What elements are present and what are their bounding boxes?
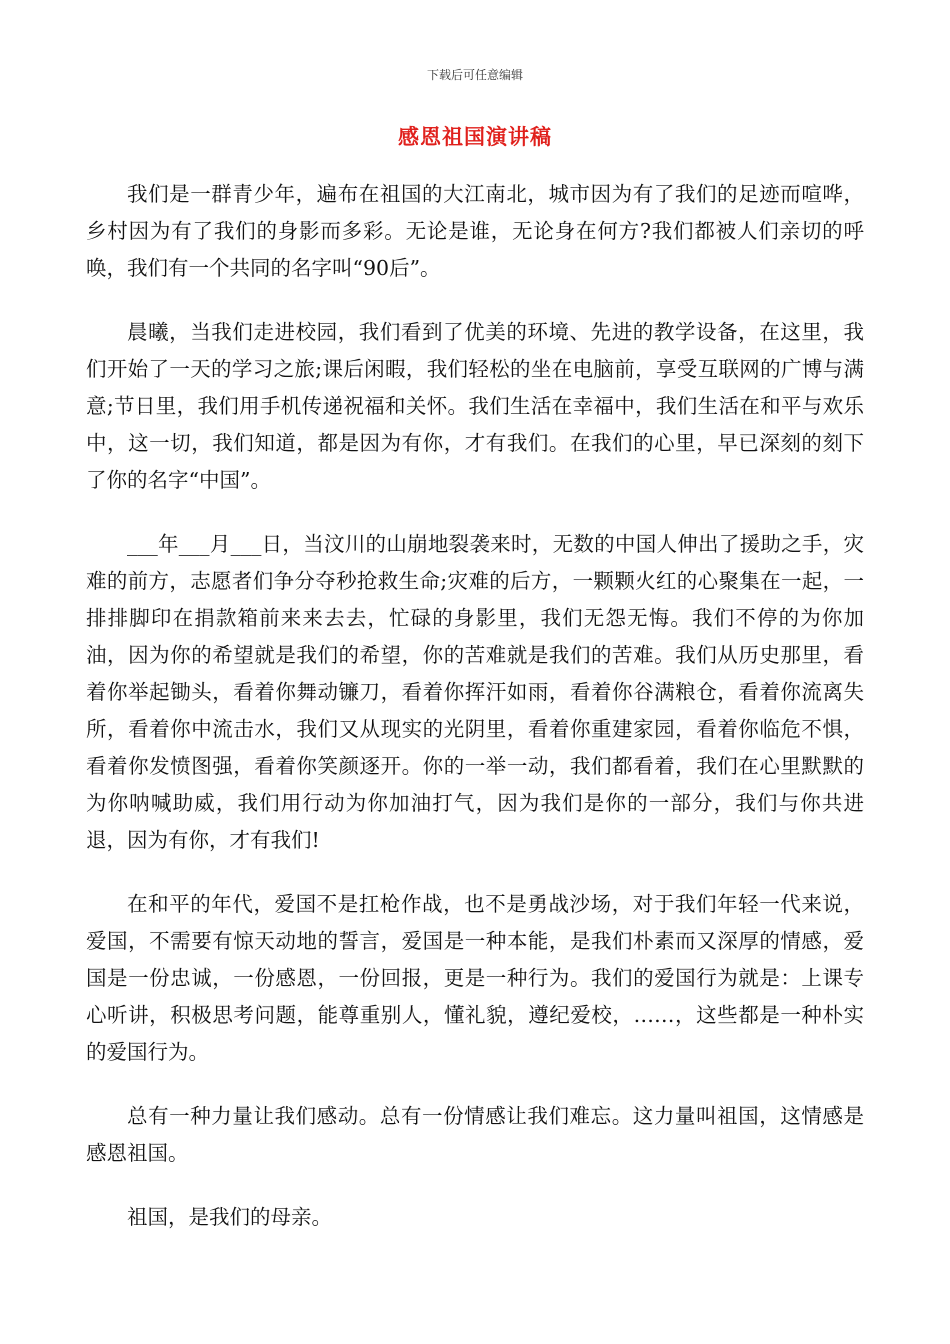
paragraph-1: 我们是一群青少年，遍布在祖国的大江南北，城市因为有了我们的足迹而喧哗，乡村因为有了我们的身影而多彩。无论是谁，无论身在何方?我们都被人们亲切的呼唤，我们有一个共同的名字叫“90后”。 xyxy=(86,182,864,280)
document-title: 感恩祖国演讲稿 xyxy=(398,124,552,149)
document-body xyxy=(86,176,864,1263)
paragraph-3: ___年___月___日，当汶川的山崩地裂袭来时，无数的中国人伸出了援助之手，灾难的前方，志愿者们争分夺秒抢救生命;灾难的后方，一颗颗火红的心聚集在一起，一排排脚印在捐款箱前来来去去，忙碌的身影里，我们无怨无悔。我们不停的为你加油，因为你的希望就是我们的希望，你的苦难就是我们的苦难。我们从历史那里，看着你举起锄头，看着你舞动镰刀，看着你挥汗如雨，看着你谷满粮仓，看着你流离失所，看着你中流击水，我们又从现实的光阴里，看着你重建家园，看着你临危不惧，看着你发愤图强，看着你笑颜逐开。你的一举一动，我们都看着，我们在心里默默的为你呐喊助威，我们用行动为你加油打气，因为我们是你的一部分，我们与你共进退，因为有你，才有我们! xyxy=(86,532,864,852)
page-header-note: 下载后可任意编辑 xyxy=(426,68,523,82)
paragraph-5: 总有一种力量让我们感动。总有一份情感让我们难忘。这力量叫祖国，这情感是感恩祖国。 xyxy=(86,1104,864,1165)
paragraph-4: 在和平的年代，爱国不是扛枪作战，也不是勇战沙场，对于我们年轻一代来说，爱国，不需要有惊天动地的誓言，爱国是一种本能，是我们朴素而又深厚的情感，爱国是一份忠诚，一份感恩，一份回报，更是一种行为。我们的爱国行为就是：上课专心听讲，积极思考问题，能尊重别人，懂礼貌，遵纪爱校，……，这些都是一种朴实的爱国行为。 xyxy=(86,892,864,1064)
paragraph-6: 祖国，是我们的母亲。 xyxy=(127,1205,332,1229)
paragraph-2: 晨曦，当我们走进校园，我们看到了优美的环境、先进的教学设备，在这里，我们开始了一天的学习之旅;课后闲暇，我们轻松的坐在电脑前，享受互联网的广博与满意;节日里，我们用手机传递祝福和关怀。我们生活在幸福中，我们生活在和平与欢乐中，这一切，我们知道，都是因为有你，才有我们。在我们的心里，早已深刻的刻下了你的名字“中国”。 xyxy=(86,320,864,492)
